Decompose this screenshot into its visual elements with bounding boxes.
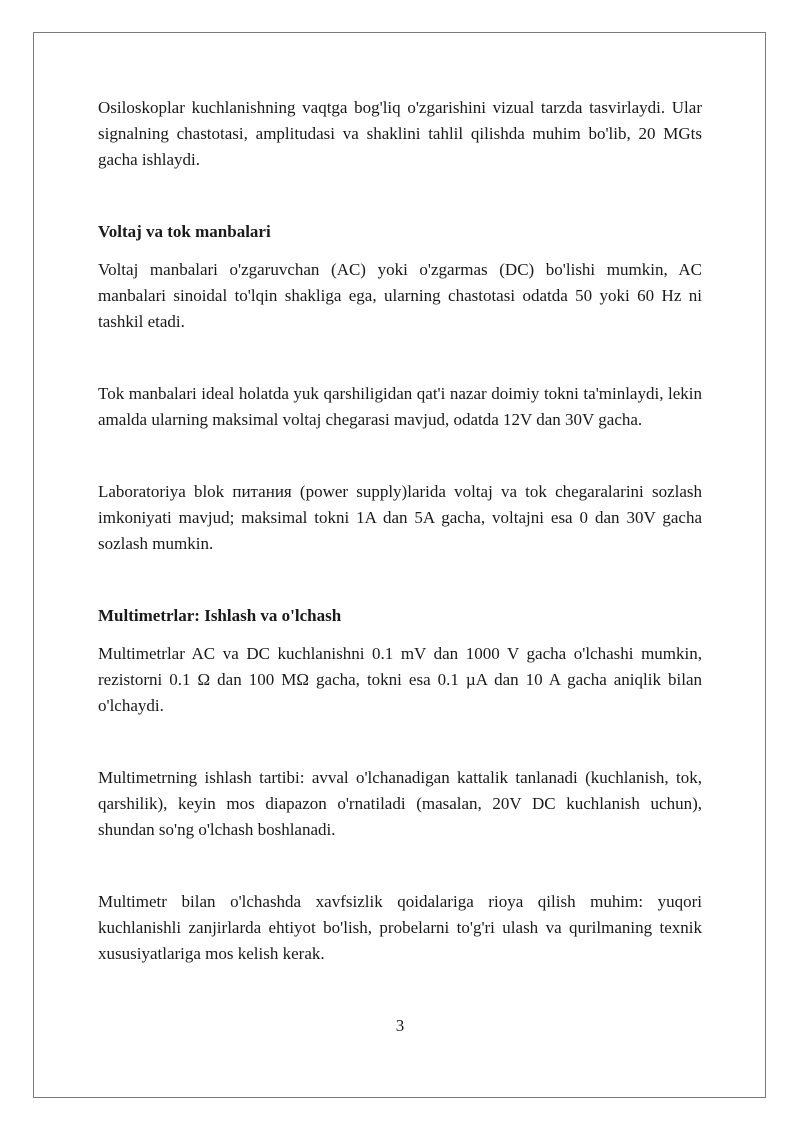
- paragraph-oscilloscopes: Osiloskoplar kuchlanishning vaqtga bog'liq o'zgarishini vizual tarzda tasvirlaydi. Ular signalning chastotasi, amplitudasi va shaklini tahlil qilishda muhim bo'lib, 20 MGts gacha ishlaydi.: [98, 98, 702, 169]
- paragraph-multimeter-safety: Multimetr bilan o'lchashda xavfsizlik qoidalariga rioya qilish muhim: yuqori kuchlanishli zanjirlarda ehtiyot bo'lish, probelarni to'g'ri ulash va qurilmaning texnik xususiyatlariga mos kelish kerak.: [98, 892, 702, 963]
- section-heading-multimeters: Multimetrlar: Ishlash va o'lchash: [98, 606, 342, 625]
- section-heading-voltage-current-sources: Voltaj va tok manbalari: [98, 222, 271, 241]
- paragraph-voltage-sources: Voltaj manbalari o'zgaruvchan (AC) yoki o'zgarmas (DC) bo'lishi mumkin, AC manbalari sinoidal to'lqin shakliga ega, ularning chastotasi odatda 50 yoki 60 Hz ni tashkil etadi.: [98, 260, 702, 331]
- paragraph-multimeter-procedure: Multimetrning ishlash tartibi: avval o'lchanadigan kattalik tanlanadi (kuchlanish, tok, qarshilik), keyin mos diapazon o'rnatiladi (masalan, 20V DC kuchlanish uchun), shundan so'ng o'lchash boshlanadi.: [98, 768, 702, 839]
- paragraph-current-sources: Tok manbalari ideal holatda yuk qarshiligidan qat'i nazar doimiy tokni ta'minlaydi, lekin amalda ularning maksimal voltaj chegarasi mavjud, odatda 12V dan 30V gacha.: [98, 384, 702, 429]
- document-body: [98, 95, 702, 967]
- page-number: 3: [395, 1016, 405, 1035]
- paragraph-multimeter-ranges: Multimetrlar AC va DC kuchlanishni 0.1 mV dan 1000 V gacha o'lchashi mumkin, rezistorni 0.1 Ω dan 100 MΩ gacha, tokni esa 0.1 µA dan 10 A gacha aniqlik bilan o'lchaydi.: [98, 644, 702, 715]
- paragraph-lab-power-supply: Laboratoriya blok питания (power supply)larida voltaj va tok chegaralarini sozlash imkoniyati mavjud; maksimal tokni 1A dan 5A gacha, voltajni esa 0 dan 30V gacha sozlash mumkin.: [98, 482, 702, 553]
